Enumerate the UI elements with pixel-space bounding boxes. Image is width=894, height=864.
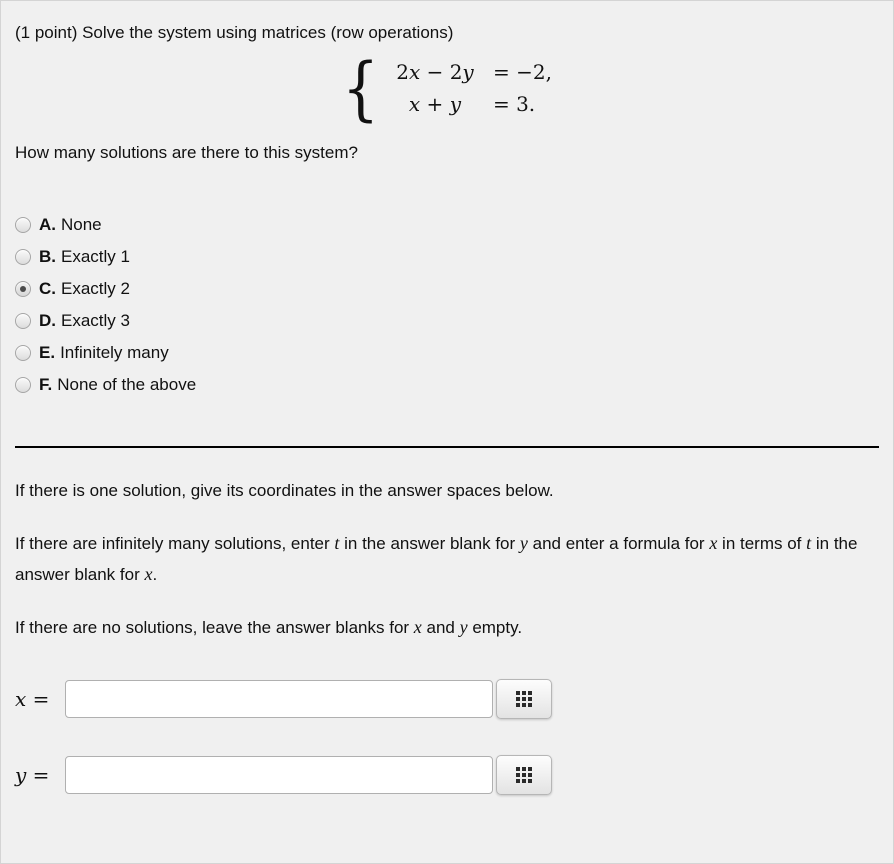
equation-1 (387, 60, 552, 84)
var-x: x (413, 617, 422, 637)
choice-radio[interactable] (15, 313, 31, 329)
left-brace: { (342, 47, 379, 129)
choice-radio[interactable] (15, 281, 31, 297)
equation-rows (387, 60, 552, 116)
answer-row-y (15, 755, 879, 795)
var-y: y (459, 617, 468, 637)
choice-radio[interactable] (15, 377, 31, 393)
choice-letter: F. (39, 375, 53, 394)
choice-text: Exactly 3 (61, 311, 130, 330)
choice-row (15, 305, 879, 337)
choice-radio[interactable] (15, 345, 31, 361)
var-t: t (334, 533, 340, 553)
answer-row-x (15, 679, 879, 719)
equation-1-rhs: = −2, (492, 60, 552, 84)
choice-text: None (61, 215, 102, 234)
equation-system (15, 47, 879, 129)
choice-row (15, 337, 879, 369)
instruction-no-solutions: If there are no solutions, leave the answer blanks for x and y empty. (15, 617, 523, 637)
choice-radio[interactable] (15, 217, 31, 233)
x-answer-label: x = (15, 687, 50, 711)
choice-row (15, 273, 879, 305)
equation-2-rhs: = 3. (492, 92, 536, 116)
question-text: How many solutions are there to this system? (15, 143, 358, 162)
choice-row (15, 241, 879, 273)
problem-statement: (1 point) Solve the system using matrices (row operations) (15, 23, 454, 42)
instruction-one-solution: If there is one solution, give its coordinates in the answer spaces below. (15, 481, 554, 500)
choice-letter: B. (39, 247, 56, 266)
choice-text: Exactly 2 (61, 279, 130, 298)
math-palette-button-y[interactable] (496, 755, 552, 795)
choice-text: Exactly 1 (61, 247, 130, 266)
x-answer-input[interactable] (65, 680, 493, 718)
instruction-infinite-solutions: If there are infinitely many solutions, enter t in the answer blank for y and enter a formula for x in terms of t in the answer blank for x. (15, 533, 858, 584)
choices-list (15, 209, 879, 401)
divider (15, 446, 879, 448)
choice-letter: E. (39, 343, 56, 362)
choice-row (15, 369, 879, 401)
equation-2-lhs: x + y (408, 92, 461, 116)
choice-letter: A. (39, 215, 56, 234)
choice-radio[interactable] (15, 249, 31, 265)
var-y: y (519, 533, 528, 553)
choice-text: None of the above (57, 375, 197, 394)
math-symbols-grid-icon (516, 767, 532, 783)
equation-2 (387, 92, 552, 116)
choice-row (15, 209, 879, 241)
choice-text: Infinitely many (60, 343, 169, 362)
var-x: x (709, 533, 718, 553)
var-t: t (806, 533, 812, 553)
var-x: x (144, 564, 153, 584)
y-answer-input[interactable] (65, 756, 493, 794)
choice-letter: D. (39, 311, 56, 330)
equation-1-lhs: 2x − 2y (396, 60, 474, 84)
math-symbols-grid-icon (516, 691, 532, 707)
choice-letter: C. (39, 279, 56, 298)
math-palette-button-x[interactable] (496, 679, 552, 719)
y-answer-label: y = (15, 763, 50, 787)
